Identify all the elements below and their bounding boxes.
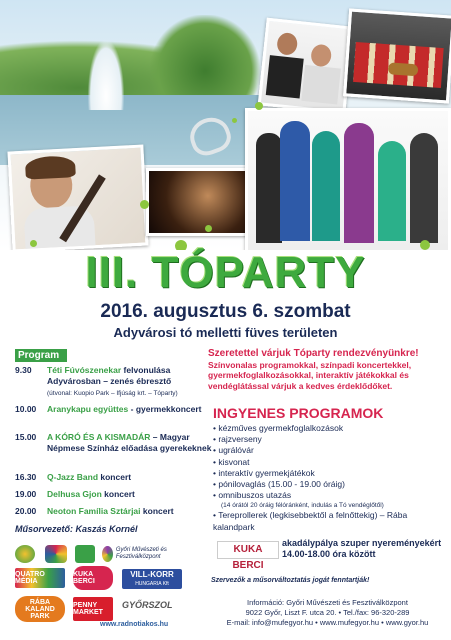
neoton-group-photo: [245, 108, 451, 250]
invitation-text: [208, 349, 443, 391]
program-desc: felvonulása Adyvárosban – zenés ébresztő: [47, 365, 172, 386]
event-date: 2016. augusztus 6. szombat: [100, 301, 351, 322]
program-time: 16.30: [15, 472, 37, 482]
sponsor-icon-c: [75, 545, 95, 563]
duo-photo: [258, 18, 355, 115]
sponsor-icon-b: [45, 545, 67, 563]
event-venue: Adyvárosi tó melletti füves területen: [113, 325, 338, 340]
raba-kalandpark-logo: RÁBA KALAND PARK: [15, 596, 65, 622]
kuka-berci-logo: KUKA BERCI: [217, 541, 279, 559]
program-time: 19.00: [15, 489, 37, 499]
program-time: 9.30: [15, 365, 32, 375]
singer-stage-photo: [146, 168, 250, 236]
footer-address: 9022 Győr, Liszt F. utca 20. • Tel./fax: 96-320-289: [245, 608, 410, 617]
program-time: 20.00: [15, 506, 37, 516]
guitarist-photo: [7, 145, 148, 250]
quatro-media-logo: QUATRO MÉDIA: [15, 568, 65, 588]
folk-band-photo: [343, 8, 451, 103]
program-desc: koncert: [104, 489, 135, 499]
free-programs-heading: INGYENES PROGRAMOK: [213, 405, 384, 421]
program-desc: koncert: [100, 472, 132, 482]
program-name: Q-Jazz Band: [47, 472, 99, 482]
invitation-headline: Szeretettel várjuk Tóparty rendezvényünkre!: [208, 348, 419, 359]
event-title: III. TÓPARTY: [85, 248, 366, 297]
hero-collage: [0, 0, 451, 250]
gyorszol-logo: GYŐRSZOL: [122, 600, 173, 610]
program-time: 10.00: [15, 404, 37, 414]
program-name: Delhusa Gjon: [47, 489, 102, 499]
gmfk-icon: [102, 546, 113, 562]
kuka-berci-text: akadálypálya szuper nyereményekért 14.00-18.00 óra között: [282, 538, 442, 559]
program-desc: – Magyar Népmese Színház előadása gyerekeknek: [47, 432, 212, 453]
footer-info: [210, 598, 445, 628]
list-item: • omnibuszos utazás: [213, 490, 448, 501]
list-item: • interaktív gyermekjátékok: [213, 468, 448, 479]
program-name: Neoton Família Sztárjai: [47, 506, 141, 516]
program-time: 15.00: [15, 432, 37, 442]
program-name: A KÓRÓ ÉS A KISMADÁR: [47, 432, 151, 442]
gyori-muveszeti-logo: [102, 544, 182, 564]
footer-contact: E-mail: info@mufegyor.hu • www.mufegyor.hu • www.gyor.hu: [226, 618, 429, 627]
program-note: (útvonal: Kuopio Park – Ifjúság krt. – Tóparty): [47, 390, 178, 397]
sponsor-icon-a: [15, 545, 35, 563]
footer-organizer: Információ: Győri Művészeti és Fesztiválközpont: [247, 598, 408, 607]
list-item: • Tereprollerek (legkisebbektől a felnőttekig) – Rába kalandpark: [213, 510, 448, 532]
program-name: Téti Fúvószenekar: [47, 365, 122, 375]
radnoti-link[interactable]: www.radnotiakos.hu: [100, 621, 169, 628]
free-programs-list: [213, 423, 448, 533]
kukaberci-sponsor-logo: KUKA BERCI: [73, 566, 113, 590]
invitation-body: Színvonalas programokkal, színpadi koncertekkel, gyermekfoglalkozásokkal, interaktív játékokkal és vendéglátással várjuk a kedves érdeklődőket.: [208, 359, 412, 391]
program-desc: - gyermekkoncert: [130, 404, 202, 414]
program-item: [15, 365, 215, 407]
list-item: • rajzverseny: [213, 434, 448, 445]
program-host: Műsorvezető: Kaszás Kornél: [15, 524, 138, 534]
penny-logo: PENNY MARKET: [73, 597, 113, 621]
gmfk-label: Győri Művészeti és Fesztiválközpont: [115, 547, 167, 560]
changes-note: Szervezők a műsorváltoztatás jogát fenntartják!: [211, 577, 370, 584]
villkorr-logo: [122, 569, 182, 589]
program-name: Aranykapu együttes: [47, 404, 129, 414]
villkorr-sub: HUNGARIA Kft: [135, 581, 169, 587]
list-item: • kisvonat: [213, 457, 448, 468]
list-item: • kézműves gyermekfoglalkozások: [213, 423, 448, 434]
program-label: Program: [15, 349, 67, 362]
list-item: • pónilovaglás (15.00 - 19.00 óráig): [213, 479, 448, 490]
list-item: • ugrálóvár: [213, 445, 448, 456]
villkorr-name: VILL-KORR: [130, 570, 174, 579]
program-desc: koncert: [142, 506, 174, 516]
omnibus-note: (14 órától 20 óráig félóránként, indulás a Tó vendéglőtől): [221, 502, 384, 510]
